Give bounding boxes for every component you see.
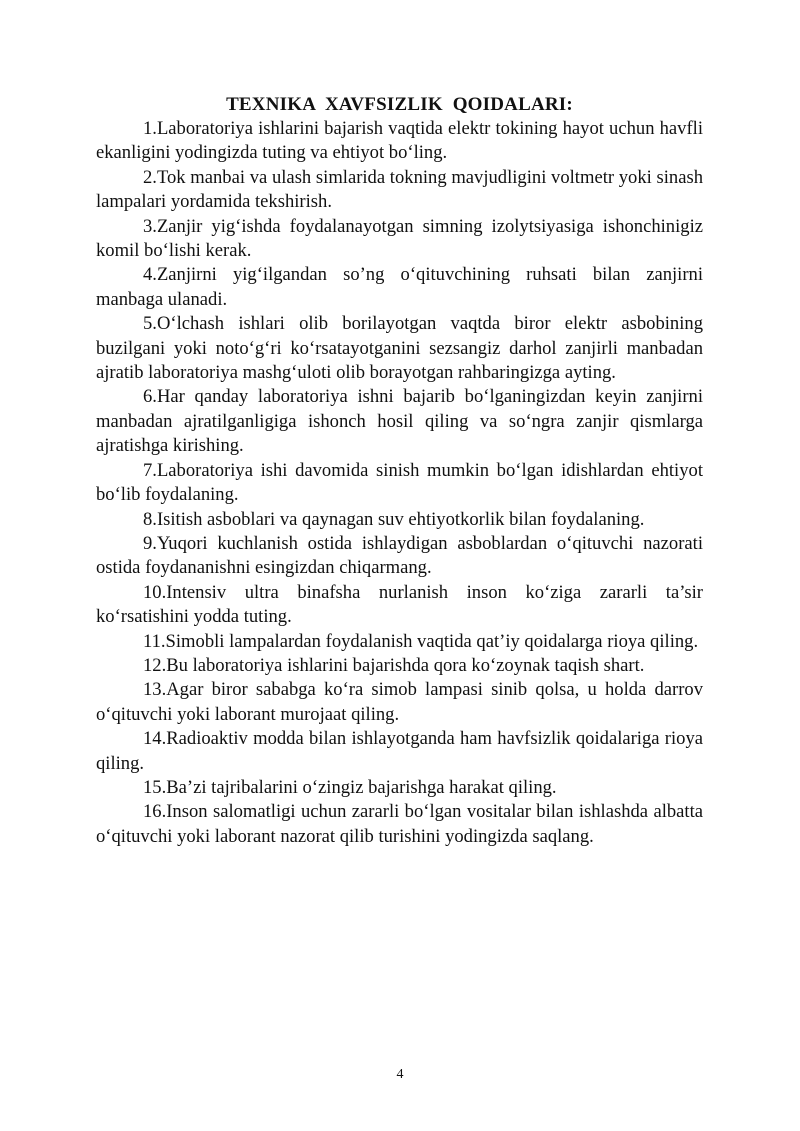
rule-item-7: 7.Laboratoriya ishi davomida sinish mumkin bo‘lgan idishlardan ehtiyot bo‘lib foydalaning. [96, 459, 703, 506]
rules-list [96, 117, 703, 849]
rule-item-15: 15.Ba’zi tajribalarini o‘zingiz bajarishga harakat qiling. [143, 776, 557, 798]
rule-item-2: 2.Tok manbai va ulash simlarida tokning mavjudligini voltmetr yoki sinash lampalari yordamida tekshirish. [96, 166, 703, 213]
rule-item-3: 3.Zanjir yig‘ishda foydalanayotgan simning izolytsiyasiga ishonchinigiz komil bo‘lishi kerak. [96, 215, 703, 262]
rule-item-13: 13.Agar biror sababga ko‘ra simob lampasi sinib qolsa, u holda darrov o‘qituvchi yoki laborant murojaat qiling. [96, 679, 703, 725]
rule-item-12: 12.Bu laboratoriya ishlarini bajarishda qora ko‘zoynak taqish shart. [143, 654, 645, 676]
rule-item-4: 4.Zanjirni yig‘ilgandan so’ng o‘qituvchining ruhsati bilan zanjirni manbaga ulanadi. [96, 264, 703, 310]
rule-item-1: 1.Laboratoriya ishlarini bajarish vaqtida elektr tokining hayot uchun havfli ekanligini yodingizda tuting va ehtiyot bo‘ling. [96, 118, 703, 164]
rule-item-5: 5.O‘lchash ishlari olib borilayotgan vaqtda biror elektr asbobining buzilgani yoki noto‘g‘ri ko‘rsatayotganini sezsangiz darhol zanjirli manbadan ajratib laboratoriya mashg‘uloti olib borayotgan rahbaringizga ayting. [96, 313, 703, 384]
rule-item-9: 9.Yuqori kuchlanish ostida ishlaydigan asboblardan o‘qituvchi nazorati ostida foydananishni esingizdan chiqarmang. [96, 532, 703, 579]
rule-item-11: 11.Simobli lampalardan foydalanish vaqtida qat’iy qoidalarga rioya qiling. [143, 630, 699, 652]
rule-item-6: 6.Har qanday laboratoriya ishni bajarib bo‘lganingizdan keyin zanjirni manbadan ajratilganligiga ishonch hosil qiling va so‘ngra zanjir qismlarga ajratishga kirishing. [96, 386, 703, 457]
page-number: 4 [396, 1067, 404, 1082]
rule-item-8: 8.Isitish asboblari va qaynagan suv ehtiyotkorlik bilan foydalaning. [143, 508, 645, 530]
rule-item-16: 16.Inson salomatligi uchun zararli bo‘lgan vositalar bilan ishlashda albatta o‘qituvchi yoki laborant nazorat qilib turishini yodingizda saqlang. [96, 801, 703, 847]
rule-item-10: 10.Intensiv ultra binafsha nurlanish inson ko‘ziga zararli ta’sir ko‘rsatishini yodda tuting. [96, 581, 703, 628]
document-page [96, 93, 703, 849]
page-title: TEXNIKA XAVFSIZLIK QOIDALARI: [226, 94, 573, 115]
rule-item-14: 14.Radioaktiv modda bilan ishlayotganda ham havfsizlik qoidalariga rioya qiling. [96, 728, 703, 774]
